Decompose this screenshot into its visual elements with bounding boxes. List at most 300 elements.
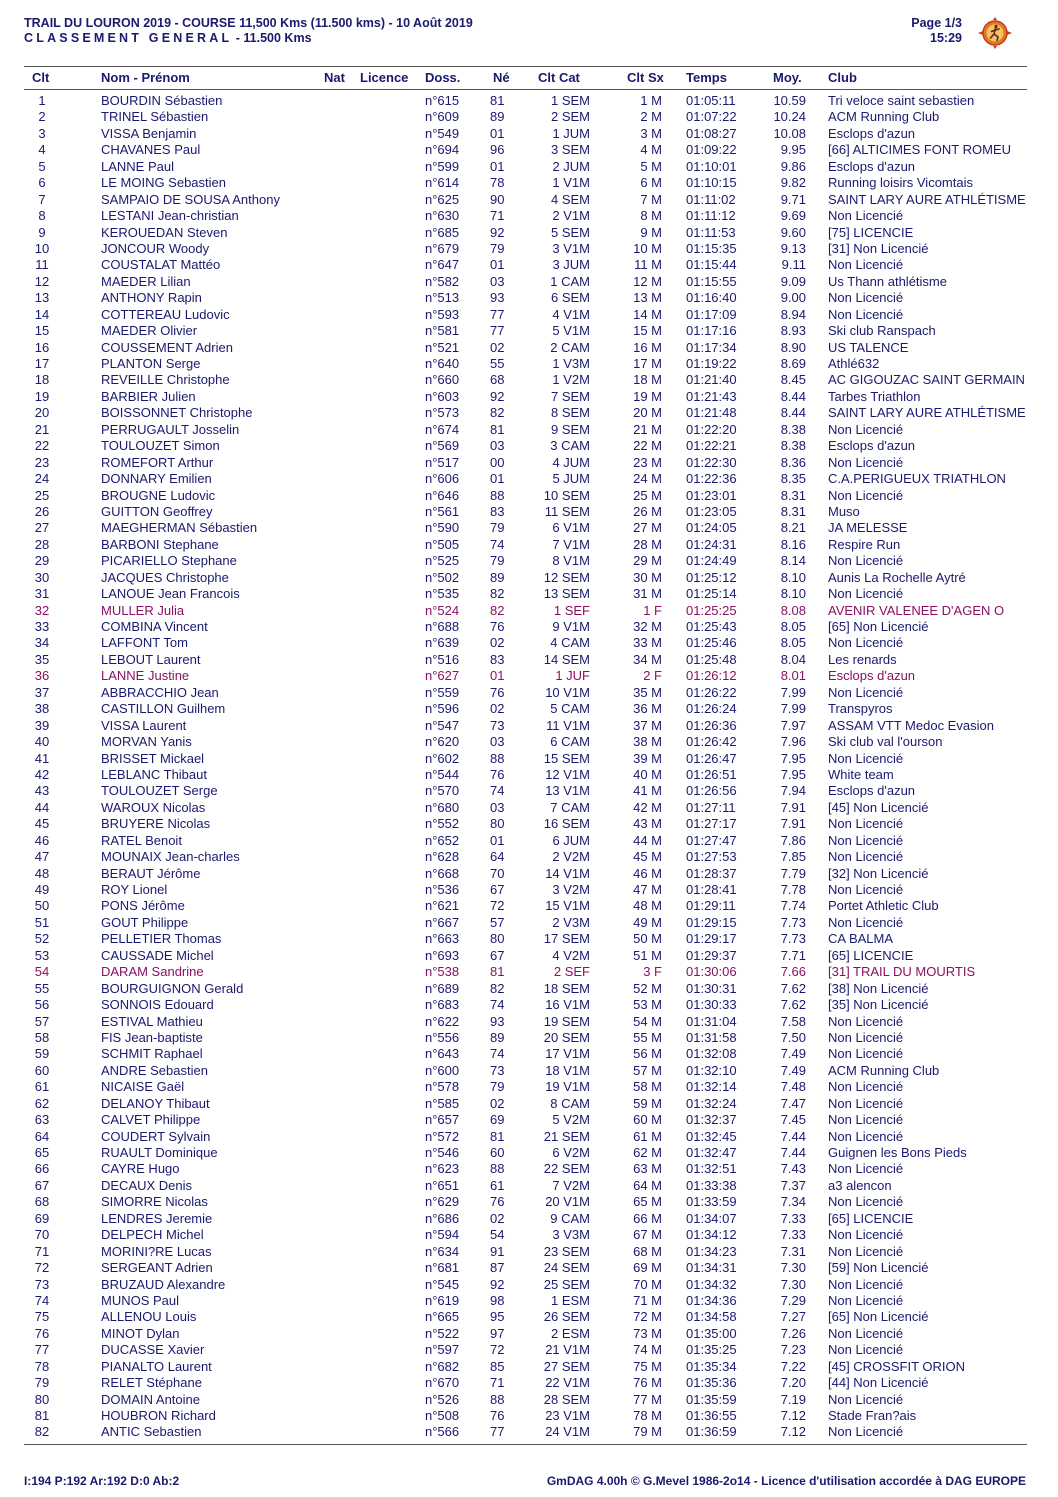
cell-clt: 41 <box>34 750 50 766</box>
cell-sex-rank: 63 M <box>633 1161 662 1177</box>
cell-cat-rank: 21 V1M <box>545 1342 590 1358</box>
cell-sex-rank: 66 M <box>633 1210 662 1226</box>
cell-name: CALVET Philippe <box>101 1112 201 1128</box>
cell-club: JA MELESSE <box>828 520 908 536</box>
cell-speed: 7.19 <box>780 1391 806 1407</box>
table-row <box>0 783 1058 799</box>
table-row <box>0 1359 1058 1375</box>
cell-birth-year: 74 <box>490 536 505 552</box>
cell-name: DONNARY Emilien <box>101 471 212 487</box>
table-row <box>0 175 1058 191</box>
cell-bib: n°602 <box>425 750 460 766</box>
cell-time: 01:15:55 <box>686 273 737 289</box>
cell-speed: 8.36 <box>780 454 806 470</box>
table-row <box>0 882 1058 898</box>
cell-club: Les renards <box>828 651 897 667</box>
cell-cat-rank: 5 CAM <box>550 701 590 717</box>
cell-bib: n°572 <box>425 1128 460 1144</box>
cell-bib: n°660 <box>425 372 460 388</box>
cell-cat-rank: 8 V1M <box>552 553 590 569</box>
cell-cat-rank: 6 JUM <box>552 832 590 848</box>
cell-name: PICARIELLO Stephane <box>101 553 237 569</box>
cell-bib: n°552 <box>425 816 460 832</box>
cell-speed: 7.78 <box>780 882 806 897</box>
cell-club: ACM Running Club <box>828 109 940 125</box>
cell-bib: n°629 <box>425 1194 460 1210</box>
table-row <box>0 668 1058 684</box>
cell-club: Non Licencié <box>828 1325 904 1341</box>
cell-speed: 8.69 <box>780 356 806 371</box>
cell-sex-rank: 19 M <box>633 388 662 404</box>
cell-sex-rank: 23 M <box>633 454 662 470</box>
cell-name: BRUYERE Nicolas <box>101 816 211 832</box>
cell-cat-rank: 17 V1M <box>545 1046 590 1062</box>
cell-speed: 7.33 <box>780 1227 806 1243</box>
cell-time: 01:26:47 <box>686 750 737 766</box>
cell-club: [65] Non Licencié <box>828 619 929 634</box>
table-row <box>0 290 1058 306</box>
cell-sex-rank: 56 M <box>633 1046 662 1062</box>
cell-speed: 9.69 <box>780 208 806 224</box>
table-row <box>0 1129 1058 1145</box>
table-row <box>0 1227 1058 1243</box>
cell-birth-year: 71 <box>490 208 505 224</box>
cell-cat-rank: 13 SEM <box>543 586 590 602</box>
cell-sex-rank: 73 M <box>633 1325 662 1341</box>
table-row <box>0 1145 1058 1161</box>
cell-birth-year: 81 <box>490 1128 505 1144</box>
cell-speed: 8.38 <box>780 421 806 437</box>
cell-sex-rank: 69 M <box>633 1260 662 1276</box>
cell-speed: 8.04 <box>780 651 806 667</box>
cell-name: KEROUEDAN Steven <box>101 224 228 240</box>
cell-name: LANNE Justine <box>101 668 190 684</box>
cell-birth-year: 01 <box>490 125 505 141</box>
cell-clt: 49 <box>34 882 50 897</box>
cell-speed: 7.22 <box>780 1358 806 1374</box>
cell-club: Ski club Ranspach <box>828 323 936 339</box>
cell-time: 01:32:47 <box>686 1145 737 1160</box>
cell-sex-rank: 64 M <box>633 1177 662 1193</box>
cell-time: 01:34:23 <box>686 1243 737 1259</box>
cell-name: HOUBRON Richard <box>101 1408 216 1423</box>
cell-birth-year: 71 <box>490 1375 505 1391</box>
cell-club: White team <box>828 766 894 782</box>
cell-time: 01:21:43 <box>686 388 737 404</box>
cell-cat-rank: 11 SEM <box>544 503 590 519</box>
cell-time: 01:11:02 <box>686 191 736 207</box>
cell-cat-rank: 6 SEM <box>550 290 590 306</box>
cell-cat-rank: 22 SEM <box>543 1161 590 1177</box>
table-row <box>0 257 1058 273</box>
cell-clt: 44 <box>34 799 50 815</box>
cell-sex-rank: 79 M <box>633 1424 662 1440</box>
cell-club: Non Licencié <box>828 290 904 306</box>
cell-time: 01:35:25 <box>686 1342 737 1358</box>
cell-clt: 15 <box>34 323 50 339</box>
cell-club: [35] Non Licencié <box>828 997 929 1013</box>
cell-speed: 7.73 <box>780 914 806 930</box>
cell-clt: 28 <box>34 536 50 552</box>
cell-cat-rank: 10 V1M <box>545 684 590 700</box>
cell-speed: 8.31 <box>780 487 806 503</box>
cell-bib: n°689 <box>425 980 460 996</box>
col-licence: Licence <box>360 70 409 85</box>
cell-speed: 7.94 <box>780 783 806 799</box>
cell-speed: 8.44 <box>780 388 806 404</box>
cell-cat-rank: 18 V1M <box>545 1062 590 1078</box>
cell-name: SCHMIT Raphael <box>101 1046 203 1062</box>
cell-name: GUITTON Geoffrey <box>101 503 213 519</box>
cell-sex-rank: 54 M <box>633 1013 662 1029</box>
cell-club: Non Licencié <box>828 1161 904 1177</box>
table-row <box>0 1244 1058 1260</box>
cell-bib: n°614 <box>425 175 460 191</box>
cell-birth-year: 89 <box>490 1029 505 1045</box>
cell-time: 01:32:45 <box>686 1128 737 1144</box>
cell-clt: 79 <box>34 1375 50 1391</box>
table-row <box>0 586 1058 602</box>
cell-name: CAYRE Hugo <box>101 1161 180 1177</box>
cell-birth-year: 92 <box>490 1276 505 1292</box>
cell-name: ANTHONY Rapin <box>101 290 202 306</box>
race-title: TRAIL DU LOURON 2019 - COURSE 11,500 Kms (11.500 kms) - 10 Août 2019 <box>24 16 473 30</box>
cell-clt: 17 <box>34 356 50 371</box>
cell-club: Non Licencié <box>828 487 904 503</box>
cell-sex-rank: 70 M <box>633 1276 662 1292</box>
cell-cat-rank: 16 SEM <box>543 816 590 832</box>
cell-clt: 62 <box>34 1095 50 1111</box>
table-row <box>0 898 1058 914</box>
cell-sex-rank: 55 M <box>633 1029 662 1045</box>
cell-clt: 81 <box>34 1408 50 1423</box>
cell-birth-year: 03 <box>490 799 505 815</box>
cell-bib: n°600 <box>425 1062 460 1078</box>
cell-speed: 8.45 <box>780 372 806 388</box>
cell-club: Non Licencié <box>828 832 904 848</box>
cell-time: 01:23:05 <box>686 503 737 519</box>
results-table <box>0 93 1058 1441</box>
cell-cat-rank: 22 V1M <box>545 1375 590 1391</box>
cell-name: ESTIVAL Mathieu <box>101 1013 203 1029</box>
cell-bib: n°597 <box>425 1342 460 1358</box>
cell-sex-rank: 53 M <box>633 997 662 1013</box>
cell-bib: n°546 <box>425 1145 460 1160</box>
cell-club: [45] CROSSFIT ORION <box>828 1358 966 1374</box>
cell-bib: n°559 <box>425 684 460 700</box>
cell-cat-rank: 11 V1M <box>546 717 590 733</box>
cell-birth-year: 93 <box>490 1013 505 1029</box>
document-header <box>24 16 473 46</box>
cell-birth-year: 83 <box>490 503 505 519</box>
cell-clt: 82 <box>34 1424 50 1440</box>
cell-bib: n°603 <box>425 388 460 404</box>
cell-clt: 40 <box>34 734 50 750</box>
cell-sex-rank: 48 M <box>633 898 662 914</box>
cell-time: 01:34:12 <box>686 1227 737 1243</box>
cell-bib: n°670 <box>425 1375 460 1391</box>
col-sx: Clt Sx <box>627 70 664 85</box>
cell-sex-rank: 57 M <box>633 1062 662 1078</box>
cell-name: MAEDER Lilian <box>101 273 191 289</box>
cell-club: Non Licencié <box>828 1128 904 1144</box>
cell-speed: 8.16 <box>780 536 806 552</box>
table-row <box>0 1326 1058 1342</box>
cell-cat-rank: 7 CAM <box>550 799 590 815</box>
cell-time: 01:10:01 <box>686 158 737 174</box>
cell-birth-year: 95 <box>490 1309 505 1325</box>
cell-speed: 7.74 <box>780 898 806 914</box>
cell-name: DECAUX Denis <box>101 1177 193 1193</box>
cell-speed: 7.62 <box>780 997 806 1013</box>
cell-bib: n°625 <box>425 191 460 207</box>
cell-birth-year: 80 <box>490 816 505 832</box>
page-info <box>911 16 962 46</box>
cell-bib: n°594 <box>425 1227 460 1243</box>
cell-bib: n°544 <box>425 766 460 782</box>
cell-club: US TALENCE <box>828 339 909 355</box>
cell-time: 01:34:31 <box>686 1260 737 1276</box>
cell-bib: n°651 <box>425 1177 460 1193</box>
cell-clt: 61 <box>34 1079 50 1095</box>
cell-clt: 33 <box>34 619 50 634</box>
table-row <box>0 323 1058 339</box>
cell-sex-rank: 59 M <box>633 1095 662 1111</box>
cell-bib: n°525 <box>425 553 460 569</box>
cell-speed: 7.20 <box>780 1375 806 1391</box>
cell-bib: n°646 <box>425 487 460 503</box>
cell-bib: n°682 <box>425 1358 460 1374</box>
cell-club: Respire Run <box>828 536 901 552</box>
cell-speed: 9.86 <box>780 158 806 174</box>
cell-sex-rank: 3 M <box>640 125 662 141</box>
cell-clt: 70 <box>34 1227 50 1243</box>
cell-time: 01:29:17 <box>686 931 737 947</box>
cell-speed: 7.47 <box>780 1095 806 1111</box>
ranking-subtitle <box>24 31 473 46</box>
cell-club: Tarbes Triathlon <box>828 388 921 404</box>
cell-bib: n°547 <box>425 717 460 733</box>
cell-name: BERAUT Jérôme <box>101 865 201 881</box>
cell-name: REVEILLE Christophe <box>101 372 230 388</box>
cell-speed: 7.27 <box>780 1309 806 1325</box>
table-row <box>0 1424 1058 1440</box>
cell-name: MULLER Julia <box>101 602 185 618</box>
table-row <box>0 225 1058 241</box>
cell-bib: n°599 <box>425 158 460 174</box>
cell-cat-rank: 16 V1M <box>545 997 590 1013</box>
cell-sex-rank: 30 M <box>633 569 662 585</box>
table-row <box>0 734 1058 750</box>
cell-time: 01:26:42 <box>686 734 737 750</box>
cell-speed: 7.12 <box>780 1424 806 1440</box>
cell-time: 01:26:24 <box>686 701 737 717</box>
cell-name: GOUT Philippe <box>101 914 189 930</box>
cell-cat-rank: 17 SEM <box>543 931 590 947</box>
cell-speed: 10.08 <box>773 125 806 141</box>
cell-club: [45] Non Licencié <box>828 799 929 815</box>
cell-bib: n°685 <box>425 224 460 240</box>
cell-clt: 51 <box>34 914 50 930</box>
cell-clt: 52 <box>34 931 50 947</box>
cell-sex-rank: 11 M <box>634 257 662 273</box>
cell-club: Non Licencié <box>828 914 904 930</box>
cell-bib: n°596 <box>425 701 460 717</box>
cell-name: BOISSONNET Christophe <box>101 405 253 421</box>
cell-birth-year: 79 <box>490 240 505 256</box>
software-credit: GmDAG 4.00h © G.Mevel 1986-2o14 - Licence d'utilisation accordée à DAG EUROPE <box>546 1474 1026 1488</box>
cell-cat-rank: 1 V1M <box>552 175 590 191</box>
table-row <box>0 800 1058 816</box>
cell-bib: n°566 <box>425 1424 460 1440</box>
cell-speed: 7.73 <box>780 931 806 947</box>
cell-club: [66] ALTICIMES FONT ROMEU <box>828 142 1011 158</box>
cell-name: PERRUGAULT Josselin <box>101 421 240 437</box>
cell-sex-rank: 33 M <box>633 635 662 651</box>
cell-name: BOURDIN Sébastien <box>101 93 223 108</box>
cell-birth-year: 02 <box>490 1095 505 1111</box>
table-row <box>0 833 1058 849</box>
cell-speed: 7.37 <box>780 1177 806 1193</box>
cell-cat-rank: 4 V2M <box>552 947 590 963</box>
cell-speed: 7.91 <box>780 799 806 815</box>
cell-birth-year: 89 <box>490 569 505 585</box>
cell-time: 01:32:51 <box>686 1161 737 1177</box>
cell-club: Non Licencié <box>828 1424 904 1440</box>
cell-name: COTTEREAU Ludovic <box>101 306 230 322</box>
cell-bib: n°652 <box>425 832 460 848</box>
cell-cat-rank: 3 V3M <box>552 1227 590 1243</box>
cell-cat-rank: 18 SEM <box>543 980 590 996</box>
cell-sex-rank: 71 M <box>633 1292 662 1308</box>
table-row <box>0 603 1058 619</box>
cell-birth-year: 67 <box>490 947 505 963</box>
cell-bib: n°590 <box>425 520 460 536</box>
race-stats: I:194 P:192 Ar:192 D:0 Ab:2 <box>24 1474 180 1488</box>
cell-name: VISSA Laurent <box>101 717 187 733</box>
cell-time: 01:32:37 <box>686 1112 737 1128</box>
cell-sex-rank: 49 M <box>633 914 662 930</box>
table-row <box>0 356 1058 372</box>
cell-clt: 23 <box>34 454 50 470</box>
cell-sex-rank: 1 M <box>640 93 662 108</box>
cell-time: 01:30:33 <box>686 997 737 1013</box>
cell-cat-rank: 1 V2M <box>552 372 590 388</box>
cell-cat-rank: 28 SEM <box>543 1391 590 1407</box>
cell-speed: 9.71 <box>780 191 806 207</box>
cell-name: BRISSET Mickael <box>101 750 205 766</box>
cell-clt: 58 <box>34 1029 50 1045</box>
cell-birth-year: 81 <box>490 964 505 980</box>
cell-clt: 64 <box>34 1128 50 1144</box>
cell-clt: 75 <box>34 1309 50 1325</box>
cell-sex-rank: 5 M <box>640 158 662 174</box>
cell-birth-year: 73 <box>490 1062 505 1078</box>
cell-sex-rank: 36 M <box>633 701 662 717</box>
cell-sex-rank: 77 M <box>633 1391 662 1407</box>
cell-time: 01:32:08 <box>686 1046 737 1062</box>
cell-sex-rank: 39 M <box>633 750 662 766</box>
cell-birth-year: 01 <box>490 668 505 684</box>
cell-name: VISSA Benjamin <box>101 125 197 141</box>
cell-birth-year: 85 <box>490 1358 505 1374</box>
cell-club: Non Licencié <box>828 816 904 832</box>
cell-club: Non Licencié <box>828 1194 904 1210</box>
cell-clt: 27 <box>34 520 50 536</box>
cell-clt: 18 <box>34 372 50 388</box>
cell-club: [75] LICENCIE <box>828 224 914 240</box>
cell-sex-rank: 45 M <box>633 849 662 865</box>
cell-sex-rank: 28 M <box>633 536 662 552</box>
cell-clt: 39 <box>34 717 50 733</box>
cell-cat-rank: 24 V1M <box>545 1424 590 1440</box>
table-row <box>0 1079 1058 1095</box>
cell-birth-year: 97 <box>490 1325 505 1341</box>
cell-sex-rank: 31 M <box>633 586 662 602</box>
cell-clt: 71 <box>34 1243 50 1259</box>
cell-time: 01:34:58 <box>686 1309 737 1325</box>
cell-bib: n°536 <box>425 882 460 897</box>
cell-name: DELPECH Michel <box>101 1227 204 1243</box>
cell-time: 01:21:40 <box>686 372 737 388</box>
cell-clt: 1 <box>38 93 46 108</box>
cell-bib: n°615 <box>425 93 460 108</box>
cell-bib: n°683 <box>425 997 460 1013</box>
cell-cat-rank: 1 SEM <box>550 93 590 108</box>
cell-name: PONS Jérôme <box>101 898 185 914</box>
cell-club: Us Thann athlétisme <box>828 273 947 289</box>
cell-name: JONCOUR Woody <box>101 240 210 256</box>
cell-sex-rank: 78 M <box>633 1408 662 1423</box>
cell-name: RATEL Benoit <box>101 832 182 848</box>
cell-time: 01:17:34 <box>686 339 737 355</box>
cell-speed: 8.01 <box>780 668 806 684</box>
cell-time: 01:07:22 <box>686 109 737 125</box>
cell-club: Transpyros <box>828 701 893 717</box>
cell-bib: n°665 <box>425 1309 460 1325</box>
cell-cat-rank: 9 CAM <box>550 1210 590 1226</box>
table-row <box>0 1277 1058 1293</box>
cell-speed: 7.49 <box>780 1062 806 1078</box>
table-row <box>0 142 1058 158</box>
cell-birth-year: 77 <box>490 323 505 339</box>
cell-time: 01:15:44 <box>686 257 737 273</box>
cell-club: [32] Non Licencié <box>828 865 929 881</box>
cell-clt: 66 <box>34 1161 50 1177</box>
cell-cat-rank: 3 CAM <box>550 438 590 454</box>
cell-time: 01:34:07 <box>686 1210 737 1226</box>
cell-name: DELANOY Thibaut <box>101 1095 210 1111</box>
cell-sex-rank: 7 M <box>640 191 662 207</box>
cell-clt: 50 <box>34 898 50 914</box>
cell-birth-year: 92 <box>490 224 505 240</box>
cell-club: Non Licencié <box>828 684 904 700</box>
cell-birth-year: 54 <box>490 1227 505 1243</box>
cell-clt: 73 <box>34 1276 50 1292</box>
cell-birth-year: 70 <box>490 865 505 881</box>
cell-name: NICAISE Gaël <box>101 1079 185 1095</box>
cell-bib: n°623 <box>425 1161 460 1177</box>
cell-birth-year: 61 <box>490 1177 505 1193</box>
table-row <box>0 537 1058 553</box>
cell-club: Non Licencié <box>828 750 904 766</box>
table-row <box>0 1392 1058 1408</box>
table-row <box>0 652 1058 668</box>
cell-bib: n°517 <box>425 454 460 470</box>
cell-sex-rank: 24 M <box>633 471 662 487</box>
cell-sex-rank: 14 M <box>633 306 662 322</box>
cell-cat-rank: 2 SEF <box>553 964 590 980</box>
